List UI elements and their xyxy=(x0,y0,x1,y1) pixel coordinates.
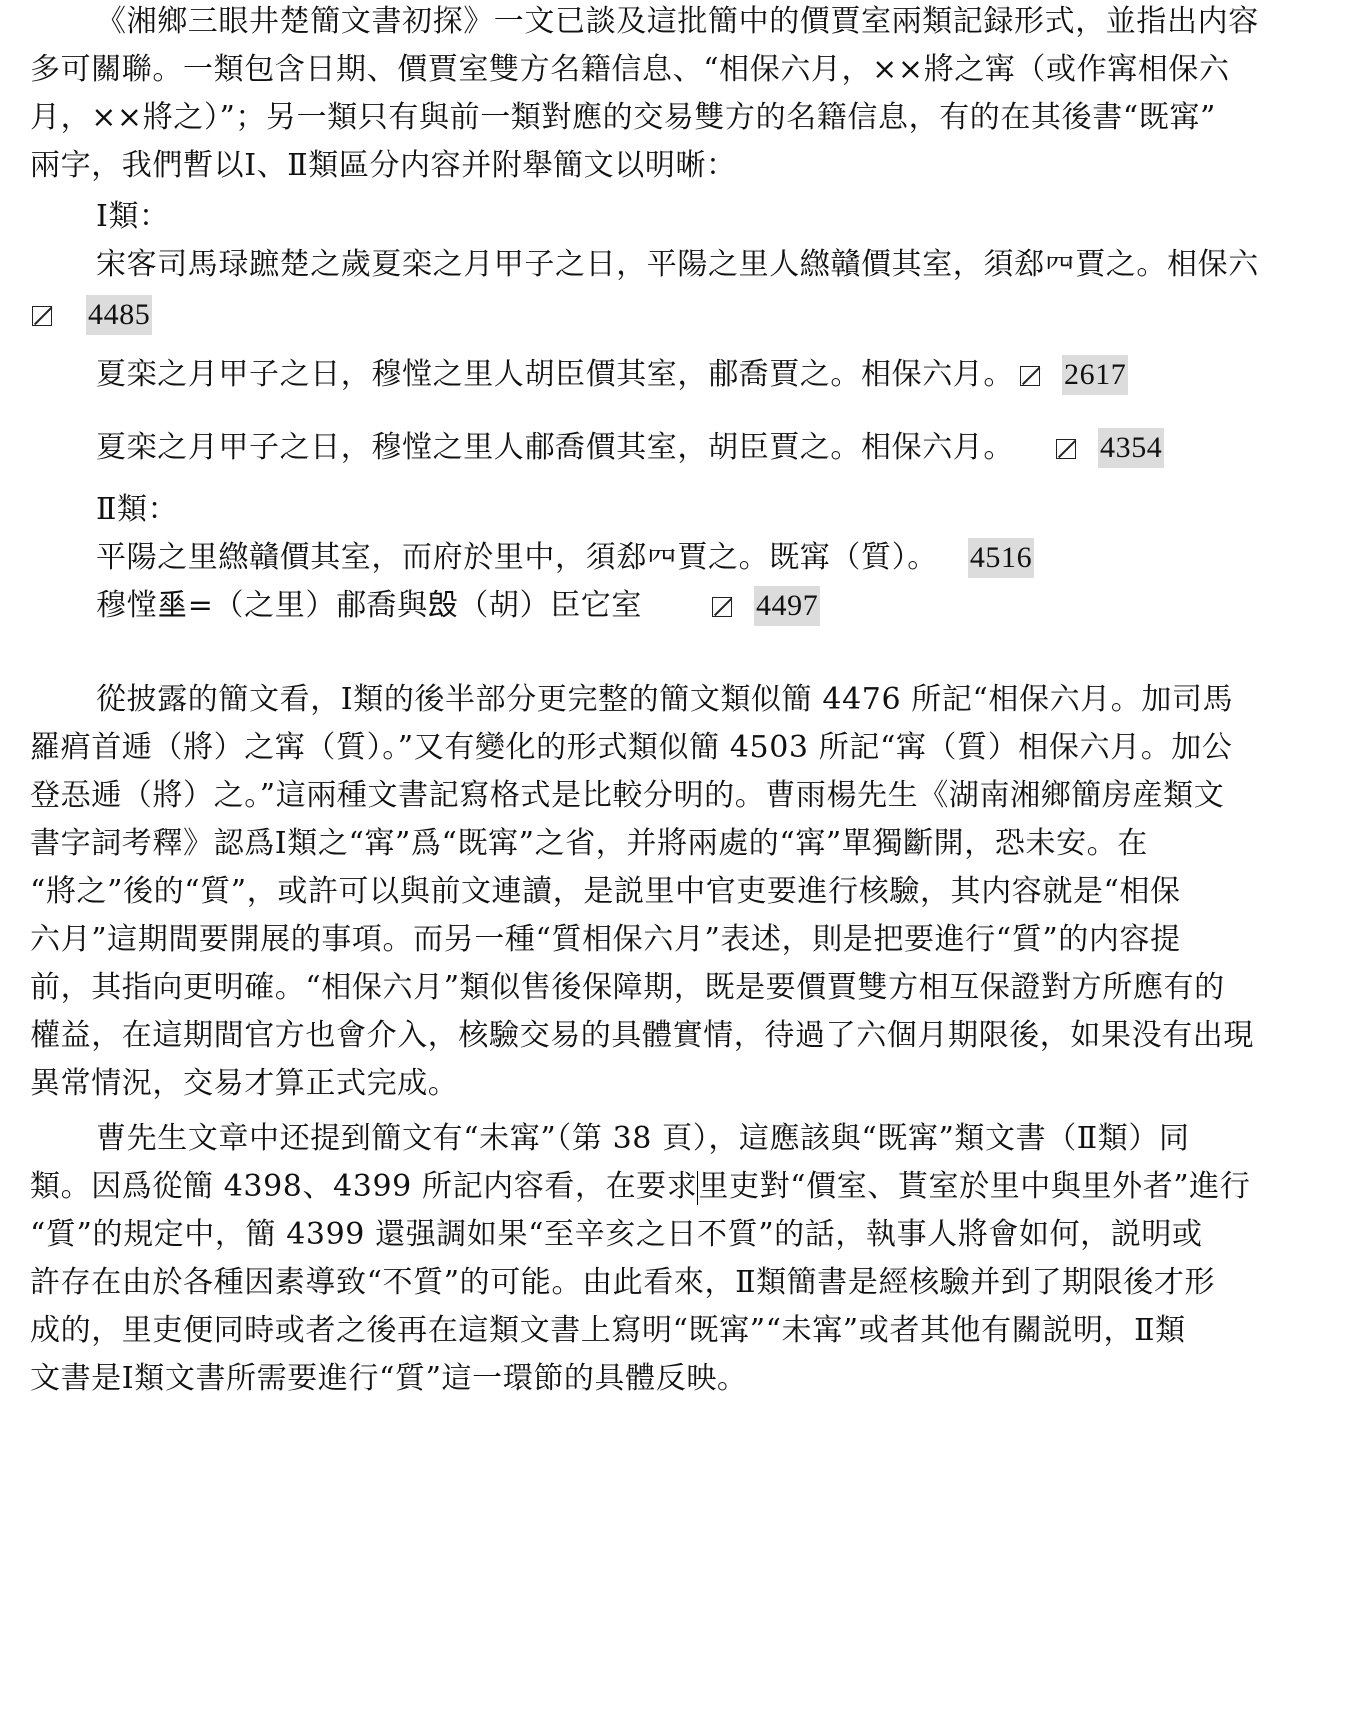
type1-entry xyxy=(96,428,1164,468)
paragraph2-line: 登忢逓（將）之。”這兩種文書記寫格式是比較分明的。曹雨楊先生《湖南湘鄉簡房産類文 xyxy=(30,778,1225,813)
paragraph3-line: “質”的規定中，簡 4399 還强調如果“至辛亥之日不質”的話，執事人將會如何，説明或 xyxy=(30,1217,1203,1252)
slip-number: 4516 xyxy=(968,538,1034,578)
type2-entry-text: 平陽之里繺贛價其室，而府於里中，須郄𦉪賈之。既𡩋（質）。 xyxy=(96,540,938,575)
paragraph2-line: “將之”後的“質”，或許可以與前文連讀，是説里中官吏要進行核驗，其内容就是“相保 xyxy=(30,874,1181,909)
type2-heading: Ⅱ類： xyxy=(96,492,179,527)
type1-entry xyxy=(96,355,1128,395)
slashed-box-icon xyxy=(1020,366,1040,386)
paragraph3-line: 曹先生文章中还提到簡文有“未𡩋”（第 38 頁），這應該與“既𡩋”類文書（Ⅱ類）同 xyxy=(96,1121,1190,1156)
type1-entry-text: 宋客司馬琭蹠楚之歲夏栾之月甲子之日，平陽之里人繺贛價其室，須郄𦉪賈之。相保六 xyxy=(96,247,1259,282)
slip-number: 4497 xyxy=(754,586,820,626)
paragraph1-line: 月，××將之）”；另一類只有與前一類對應的交易雙方的名籍信息，有的在其後書“既𡩋” xyxy=(30,100,1216,135)
paragraph2-line: 前，其指向更明確。“相保六月”類似售後保障期，既是要價賈雙方相互保證對方所應有的 xyxy=(30,970,1225,1005)
paragraph3-text-after-caret: 里吏對“價室、貰室於里中與里外者”進行 xyxy=(698,1169,1251,1204)
slip-number: 2617 xyxy=(1062,355,1128,395)
slashed-box-icon xyxy=(32,306,52,326)
type1-entry-continuation xyxy=(30,295,152,335)
slashed-box-icon xyxy=(712,597,732,617)
paragraph3-line[interactable] xyxy=(30,1167,1250,1207)
slashed-box-icon xyxy=(1056,439,1076,459)
slip-number: 4485 xyxy=(86,295,152,335)
paragraph2-line: 異常情況，交易才算正式完成。 xyxy=(30,1066,459,1101)
paragraph2-line: 書字詞考釋》認爲Ⅰ類之“𡩋”爲“既𡩋”之省，并將兩處的“𡩋”單獨斷開，恐未安。在 xyxy=(30,826,1148,861)
type2-entry xyxy=(96,538,1034,578)
paragraph2-line: 六月”這期間要開展的事項。而另一種“質相保六月”表述，則是把要進行“質”的内容提 xyxy=(30,922,1181,957)
paragraph2-line: 從披露的簡文看，Ⅰ類的後半部分更完整的簡文類似簡 4476 所記“相保六月。加司馬 xyxy=(96,682,1234,717)
paragraph2-line: 羅㾓首逓（將）之𡩋（質）。”又有變化的形式類似簡 4503 所記“𡩋（質）相保六月。加公 xyxy=(30,730,1233,765)
slip-number: 4354 xyxy=(1098,428,1164,468)
type1-heading: Ⅰ類： xyxy=(96,199,170,234)
paragraph1-line: 《湘鄉三眼井楚簡文書初探》一文已談及這批簡中的價賈室兩類記録形式，並指出内容 xyxy=(96,4,1259,39)
paragraph2-line: 權益，在這期間官方也會介入，核驗交易的具體實情，待過了六個月期限後，如果没有出現 xyxy=(30,1018,1254,1053)
paragraph3-text-before-caret: 類。因爲從簡 4398、4399 所記内容看，在要求 xyxy=(30,1169,698,1204)
type1-entry-text: 夏栾之月甲子之日，穆憆之里人胡臣價其室，郙喬賈之。相保六月。 xyxy=(96,357,1014,392)
paragraph3-line: 成的，里吏便同時或者之後再在這類文書上寫明“既𡩋”“未𡩋”或者其他有關説明，Ⅱ類 xyxy=(30,1313,1186,1348)
paragraph3-line: 文書是Ⅰ類文書所需要進行“質”這一環節的具體反映。 xyxy=(30,1361,748,1396)
paragraph1-line: 多可關聯。一類包含日期、價賈室雙方名籍信息、“相保六月，××將之𡩋（或作𡩋相保六 xyxy=(30,52,1230,87)
paragraph1-line: 兩字，我們暫以Ⅰ、Ⅱ類區分内容并附舉簡文以明晰： xyxy=(30,148,737,183)
type1-entry-text: 夏栾之月甲子之日，穆憆之里人郙喬價其室，胡臣賈之。相保六月。 xyxy=(96,430,1014,465)
paragraph3-line: 許存在由於各種因素導致“不質”的可能。由此看來，Ⅱ類簡書是經核驗并到了期限後才形 xyxy=(30,1265,1216,1300)
type2-entry-text: 穆憆𡍮=（之里）郙喬與𣪕（胡）臣它室 xyxy=(96,588,642,623)
type2-entry xyxy=(96,586,820,626)
